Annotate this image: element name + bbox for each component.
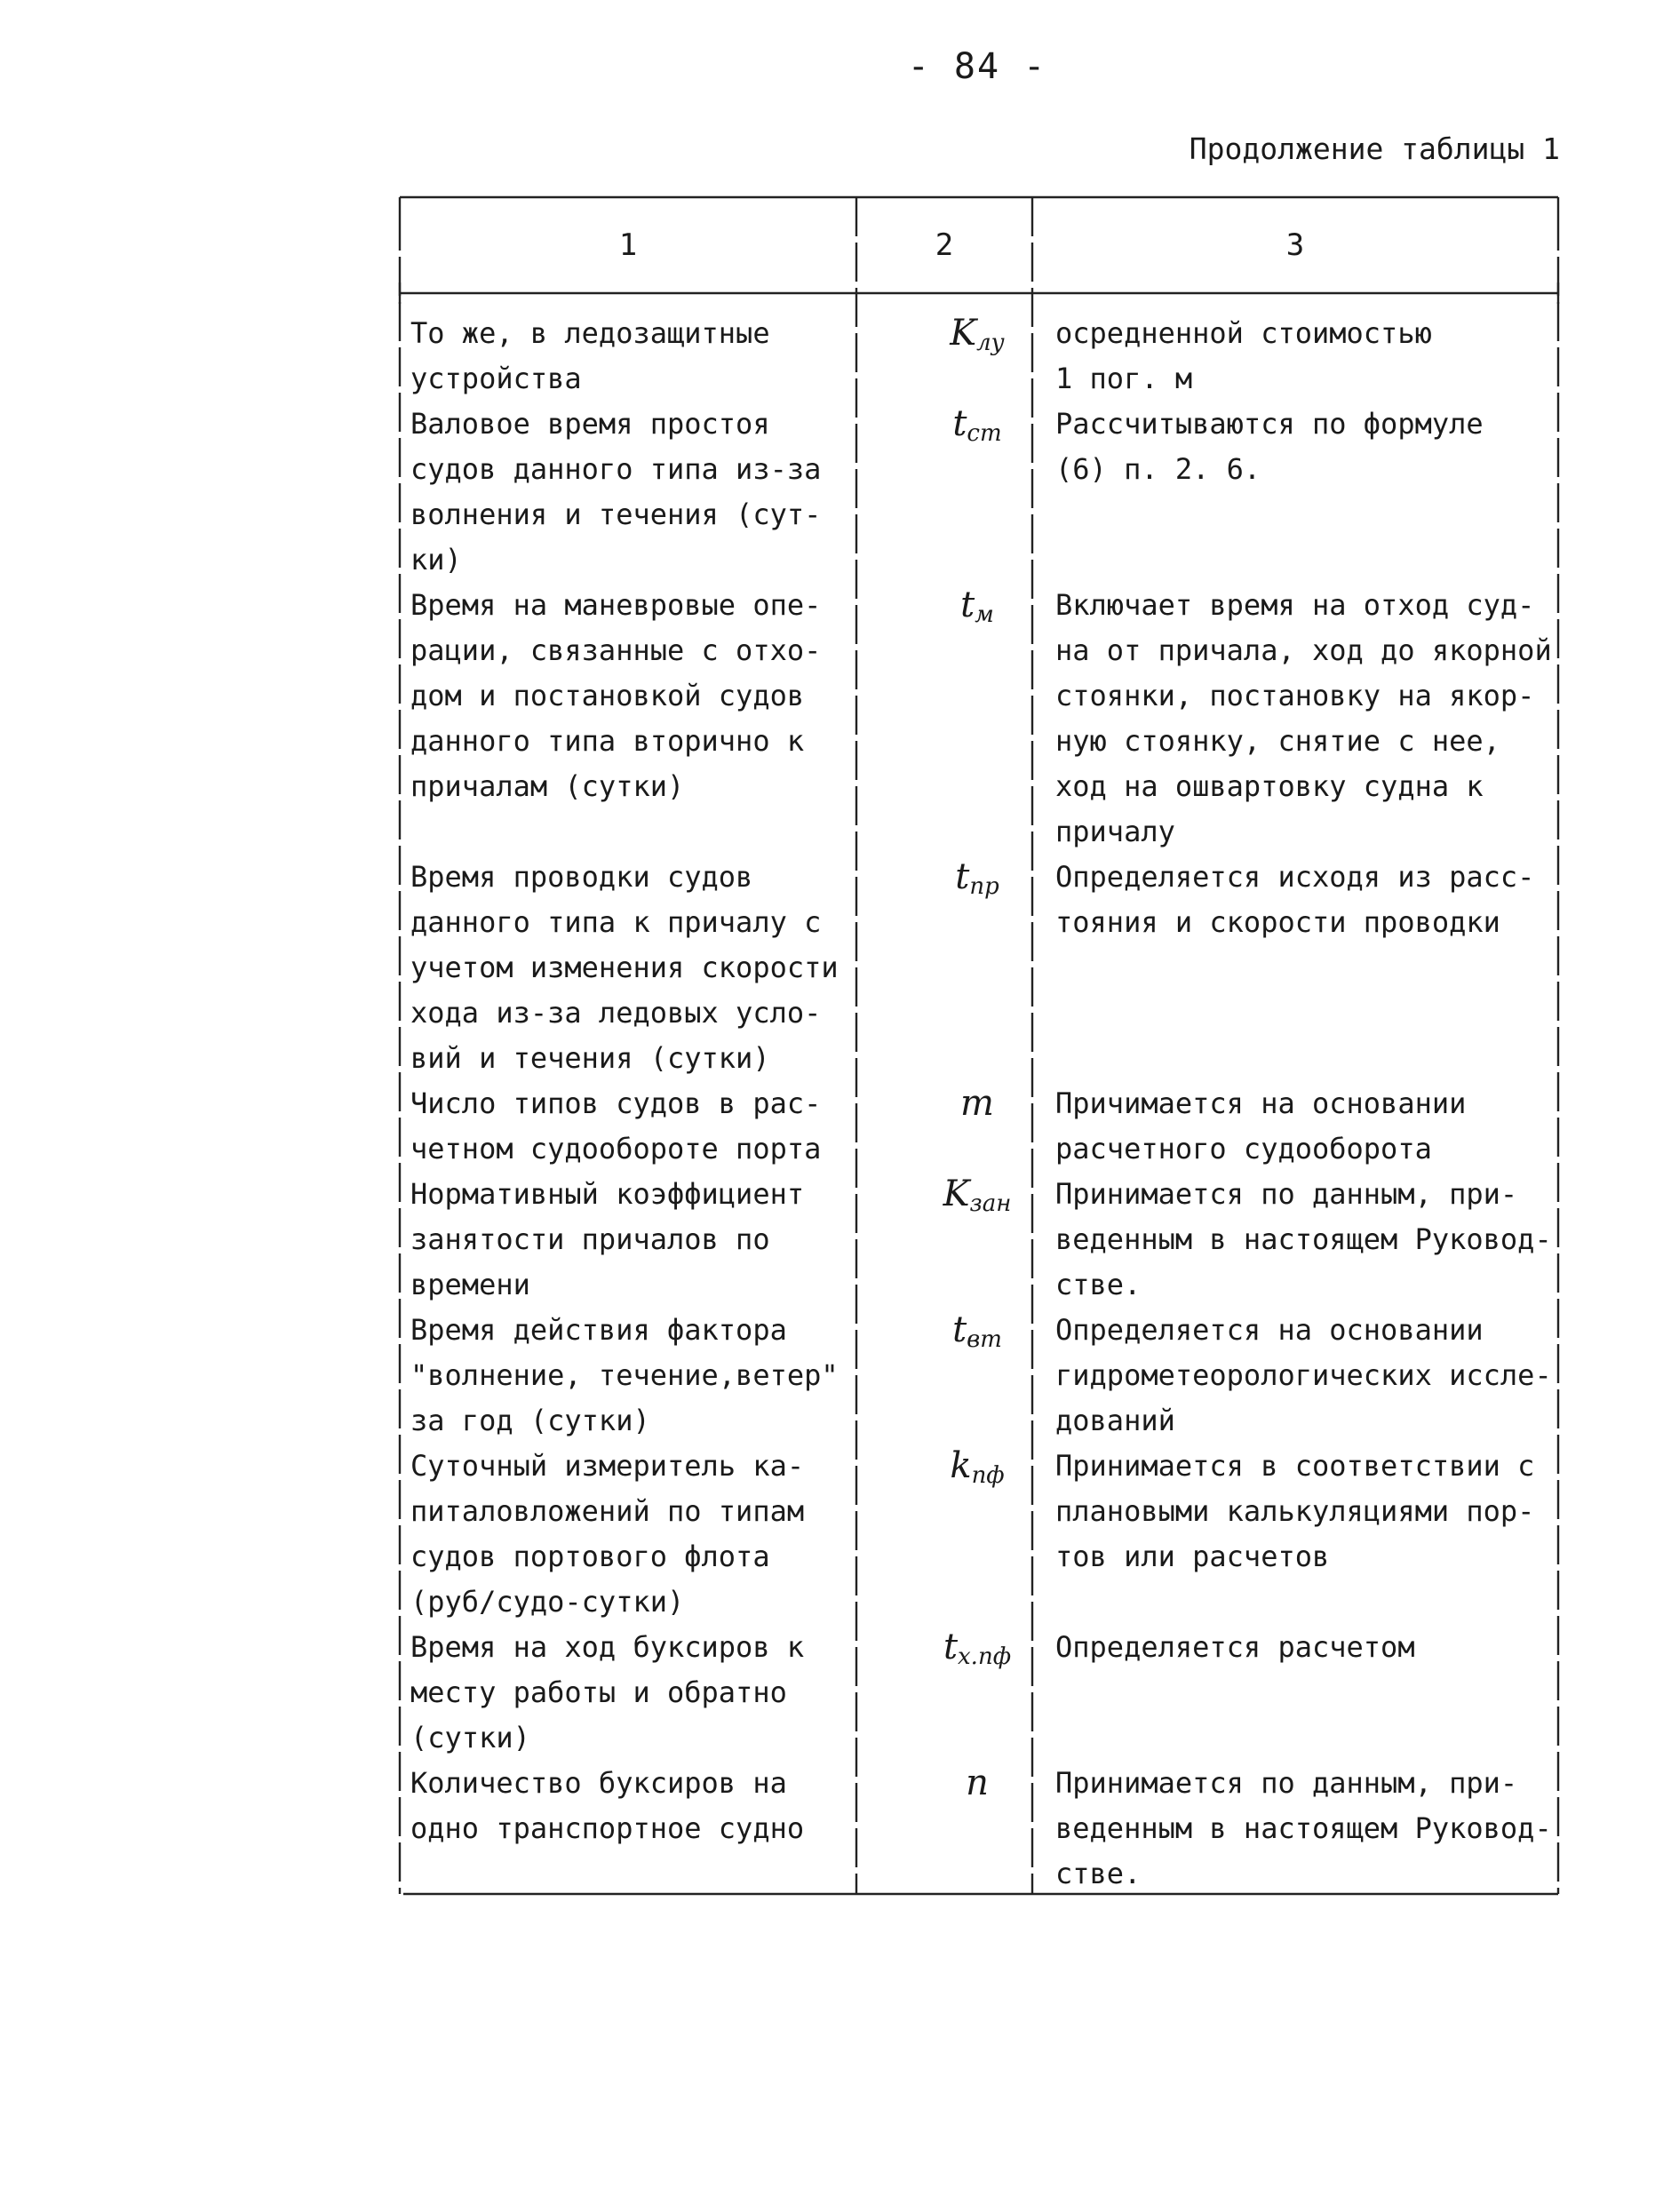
row-2-description: Валовое время простоя судов данного типа из-за волнения и течения (сут- ки) [410,407,822,577]
row-10-description: Количество буксиров на одно транспортное судно [410,1766,805,1845]
table-continuation-caption: Продолжение таблицы 1 [1189,131,1560,166]
row-2-symbol: $t_{ст}$ [952,403,1002,447]
row-7-description: Время действия фактора "волнение, течение,ветер" за год (сутки) [410,1313,839,1437]
row-6-description: Нормативный коэффициент занятости причалов по времени [410,1177,805,1301]
row-1-note: осредненной стоимостью 1 пог. м [1055,316,1432,395]
page-number: - 84 - [907,46,1047,87]
row-3-description: Время на маневровые опе- рации, связанные с отхо- дом и постановкой судов данного типа вторично к причалам (сутки) [410,588,822,803]
row-5-description: Число типов судов в рас- четном судообороте порта [410,1086,822,1166]
row-6-symbol: $K_{зан}$ [943,1174,1012,1217]
row-3-symbol: $t_м$ [960,585,994,628]
column-header-1: 1 [618,227,638,263]
row-9-note: Определяется расчетом [1055,1630,1415,1664]
column-header-2: 2 [935,227,954,263]
row-4-description: Время проводки судов данного типа к причалу с учетом изменения скорости хода из-за ледовых усло- вий и течения (сутки) [410,860,839,1075]
row-1-symbol: $K_{лу}$ [950,313,1005,356]
row-7-note: Определяется на основании гидрометеорологических иссле- дований [1055,1313,1552,1437]
row-4-symbol: $t_{пр}$ [955,856,999,900]
row-8-note: Принимается в соответствии с плановыми калькуляциями пор- тов или расчетов [1055,1449,1535,1573]
row-5-symbol: m [960,1083,994,1124]
data-table [398,194,1562,1899]
row-5-note: Причимается на основании расчетного судооборота [1055,1086,1467,1166]
row-8-symbol: $k_{пф}$ [950,1445,1005,1489]
row-7-symbol: $t_{вт}$ [952,1309,1002,1353]
row-8-description: Суточный измеритель ка- питаловложений по типам судов портового флота (руб/судо-сутки) [410,1449,805,1619]
row-10-symbol: n [966,1762,989,1803]
column-header-3: 3 [1285,227,1305,263]
row-4-note: Определяется исходя из расс- тояния и скорости проводки [1055,860,1535,939]
row-9-description: Время на ход буксиров к месту работы и обратно (сутки) [410,1630,805,1754]
row-10-note: Принимается по данным, при- веденным в настоящем Руковод- стве. [1055,1766,1552,1890]
row-3-note: Включает время на отход суд- на от причала, ход до якорной стоянки, постановку на якор- ную стоянку, снятие с нее, ход на ошвартовку судна к причалу [1055,588,1552,848]
row-2-note: Рассчитываются по формуле (6) п. 2. 6. [1055,407,1484,486]
row-9-symbol: $t_{х.пф}$ [943,1627,1012,1670]
row-6-note: Принимается по данным, при- веденным в настоящем Руковод- стве. [1055,1177,1552,1301]
row-1-description: То же, в ледозащитные устройства [410,316,770,395]
